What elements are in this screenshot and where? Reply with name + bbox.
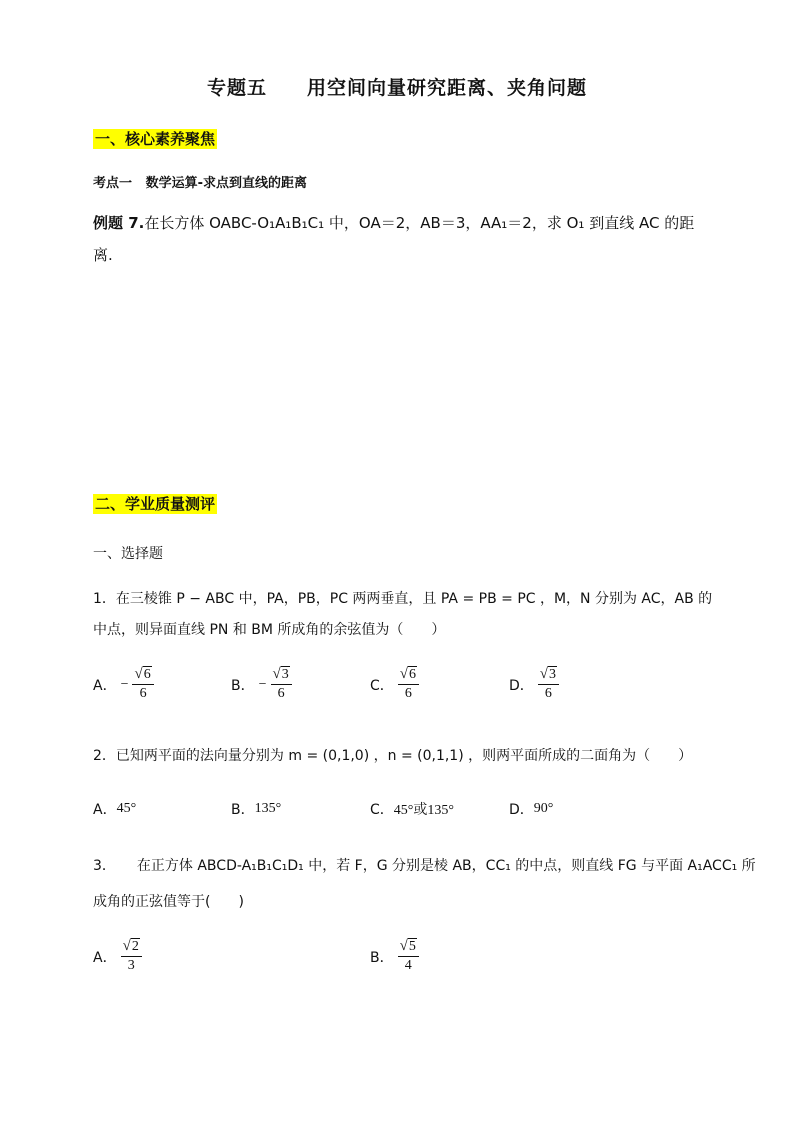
q1-option-b[interactable] xyxy=(231,666,292,703)
fraction: √ 2 3 xyxy=(121,938,142,975)
q1-line-2: 中点，则异面直线 PN 和 BM 所成角的余弦值为（ ） xyxy=(93,622,446,638)
fraction: √ 3 6 xyxy=(271,666,292,703)
fraction: √ 6 6 xyxy=(132,666,153,703)
section-heading-core-label: 一、核心素养聚焦 xyxy=(95,130,216,148)
q3-option-letter: A． xyxy=(93,949,117,966)
example-label: 例题 7. xyxy=(93,214,145,232)
q2-option-text: 135° xyxy=(254,801,282,816)
example-text-1: 在长方体 OABC-O₁A₁B₁C₁ 中，OA＝2，AB＝3，AA₁＝2，求 O₁ 到直线 AC 的距 xyxy=(144,214,695,232)
q1-option-c[interactable] xyxy=(370,666,419,703)
q2-option-letter: D． xyxy=(509,802,534,818)
page-title xyxy=(0,73,794,100)
q1-option-d[interactable] xyxy=(509,666,559,703)
q2-option-b[interactable] xyxy=(231,799,281,819)
q2-option-c[interactable] xyxy=(370,799,454,819)
q2-line-1: 2．已知两平面的法向量分别为 m = (0,1,0) ，n = (0,1,1) ，则两平面所成的二面角为（ ） xyxy=(93,748,693,764)
q1-option-letter: D． xyxy=(509,677,534,694)
q2-option-text: 90° xyxy=(533,801,554,816)
fraction: √ 6 6 xyxy=(398,666,419,703)
sqrt-icon: √ xyxy=(272,666,281,682)
sqrt-icon: √ xyxy=(539,666,549,682)
sqrt-icon: √ xyxy=(122,938,131,954)
title-subject: 用空间向量研究距离、夹角问题 xyxy=(307,77,588,99)
q2-option-d[interactable] xyxy=(509,799,553,819)
example-line-1 xyxy=(93,212,694,233)
fraction: √ 3 6 xyxy=(538,666,559,703)
topic-text: 数学运算-求点到直线的距离 xyxy=(145,176,307,191)
example-line-2: 离. xyxy=(93,246,113,264)
q1-line-1: 1．在三棱锥 P − ABC 中，PA，PB，PC 两两垂直，且 PA = PB = PC ，M，N 分别为 AC，AB 的 xyxy=(93,591,713,607)
q2-option-text: 45°或135° xyxy=(393,803,454,818)
section-heading-assessment xyxy=(93,493,217,514)
title-topic: 专题五 xyxy=(206,77,267,99)
q3-option-a[interactable] xyxy=(93,938,142,975)
minus-sign: − xyxy=(258,676,267,692)
sqrt-icon: √ xyxy=(399,938,408,954)
q1-option-letter: C． xyxy=(370,677,394,694)
q2-option-letter: A． xyxy=(93,802,117,818)
q1-option-a[interactable] xyxy=(93,666,154,703)
q3-line-1: 3． 在正方体 ABCD-A₁B₁C₁D₁ 中，若 F，G 分别是棱 AB，CC₁ 的中点，则直线 FG 与平面 A₁ACC₁ 所 xyxy=(93,858,756,874)
sqrt-icon: √ xyxy=(399,666,409,682)
q2-option-text: 45° xyxy=(116,801,137,816)
q3-line-2: 成角的正弦值等于( ) xyxy=(93,894,244,910)
q3-option-b[interactable] xyxy=(370,938,419,975)
section-heading-assessment-label: 二、学业质量测评 xyxy=(95,495,216,513)
q1-option-letter: A． xyxy=(93,677,117,694)
topic-line xyxy=(93,172,307,191)
q1-option-letter: B． xyxy=(231,677,255,694)
q2-option-letter: B． xyxy=(231,802,255,818)
minus-sign: − xyxy=(120,676,129,692)
q2-option-a[interactable] xyxy=(93,799,136,819)
sqrt-icon: √ xyxy=(134,666,143,682)
fraction: √ 5 4 xyxy=(398,938,419,975)
q2-option-letter: C． xyxy=(370,802,394,818)
topic-label: 考点一 xyxy=(93,176,133,191)
q3-option-letter: B． xyxy=(370,949,394,966)
subsection-title: 一、选择题 xyxy=(93,546,163,562)
section-heading-core xyxy=(93,128,217,149)
